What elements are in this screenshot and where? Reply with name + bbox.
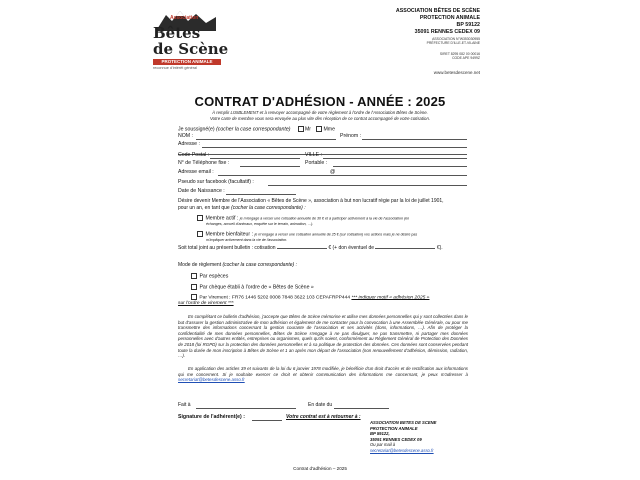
nom-label: NOM : <box>178 133 193 139</box>
rgpd-email-link[interactable]: secretariat@betesdescene.asso.fr <box>178 377 245 383</box>
logo-tagline: reconnue d'intérêt général <box>153 66 197 70</box>
reglement-hint: (cocher la case correspondante) : <box>222 262 297 268</box>
website-link[interactable]: www.betesdescene.net <box>433 70 480 75</box>
membre-intro-2-text: pour un an, en tant que <box>178 205 230 211</box>
especes-row <box>190 273 228 280</box>
total-mid: € (+ don éventuel de <box>328 245 375 251</box>
prenom-label: Prénom : <box>340 133 362 139</box>
membre-bienfaiteur-checkbox[interactable] <box>197 231 203 237</box>
email-label: Adresse email : <box>178 169 214 175</box>
tel-field[interactable] <box>240 166 300 167</box>
return-addr5: Ou par mail à <box>370 442 396 448</box>
cheque-label: Par chèque établi à l'ordre de « Bêtes de Scène » <box>199 284 314 291</box>
membre-actif-text2: échanges, accueil d'animaux, enquête sur le terrain, animation, …). <box>206 222 314 226</box>
membre-actif-label: Membre actif : <box>205 215 239 222</box>
fait-field[interactable] <box>196 408 296 409</box>
virement-note2 <box>178 300 234 307</box>
rgpd-paragraph-2 <box>178 366 468 383</box>
cp-label: Code Postal : <box>178 152 210 158</box>
fait-label: Fait à <box>178 402 191 408</box>
portable-label: Portable : <box>305 160 328 166</box>
rgpd-p1-text: En complétant ce bulletin d'adhésion, j'accepte que Bêtes de Scène mémorise et utilise mes données personnelles qui y sont collectées dans le but d'assurer la gestion administrative de mon adhésion et également de me contacter pour la convocation à une Assemblée Générale, ou pour me transmettre des informations concernant la gestion courante de l'association et ses activités (dons, informations, …). Afin de protéger la confidentialité de mes données personnelles, Bêtes de Scène s'engage à ne pas divulguer, ne pas transmettre, ni partager mes données personnelles avec d'autres entités, entreprises ou organismes, quels qu'ils soient, conformément au Règlement Général de Protection des Données de 2018 (loi RGPD) sur la protection des données personnelles et à sa politique de protection des données. Ces données sont conservées pendant toute la durée de mon inscription à Bêtes de Scène et 1 an après mon départ de l'association (non renouvellement d'adhésion, démission, radiation, …). <box>178 314 468 359</box>
cp-field[interactable] <box>210 158 300 159</box>
rgpd-p2-text: En application des articles 39 et suivants de la loi du 6 janvier 1978 modifiée, je bénéficie d'un droit d'accès et de rectification aux informations qui me concernent. Si je souhaite exercer ce droit et obtenir communication des informations me concernant, je peux m'adresser à <box>178 366 468 377</box>
header-small2: PRÉFECTURE D'ILLE-ET-VILAINE <box>426 41 480 46</box>
adresse-field[interactable] <box>202 147 467 148</box>
portable-field[interactable] <box>333 166 467 167</box>
especes-checkbox[interactable] <box>191 273 197 279</box>
renvoi-label: Votre contrat est à retourner à : <box>286 414 361 420</box>
signature-field[interactable] <box>252 420 282 421</box>
intro-line1: À remplir LISIBLEMENT et à renvoyer accompagné de votre règlement à l'ordre de l'Association Bêtes de Scène. <box>212 110 428 115</box>
cotisation-field[interactable] <box>277 248 327 249</box>
logo-assoc-word: Association <box>170 15 199 21</box>
return-addr2: PROTECTION ANIMALE <box>370 425 418 431</box>
return-addr3: BP 59122, <box>370 431 390 437</box>
header-line1: ASSOCIATION BÊTES DE SCÈNE <box>395 8 480 14</box>
adresse-label: Adresse : <box>178 141 200 147</box>
membre-actif-checkbox[interactable] <box>197 215 203 221</box>
logo-name-line2: de Scène <box>153 40 229 58</box>
intro-line2: Votre carte de membre vous sera envoyée au plus vite dès réception de ce contrat accompagné de votre cotisation. <box>209 116 431 121</box>
membre-bienfaiteur-label: Membre bienfaiteur : <box>205 231 254 238</box>
page-title: CONTRAT D'ADHÉSION - ANNÉE : 2025 <box>194 94 446 109</box>
header-line3: BP 59122 <box>456 22 480 28</box>
total-label: Soit total joint au présent bulletin : cotisation <box>178 245 276 251</box>
date-field[interactable] <box>334 408 389 409</box>
facebook-field[interactable] <box>268 185 467 186</box>
membre-bienfaiteur-text2: m'impliquer activement dans la vie de l'association. <box>206 238 288 242</box>
intro-text <box>0 110 640 122</box>
ville-label: VILLE : <box>305 152 323 158</box>
nom-field[interactable] <box>196 139 336 140</box>
cheque-row <box>190 284 314 291</box>
mr-checkbox[interactable] <box>298 126 304 132</box>
email-at: @ <box>330 169 336 175</box>
prenom-field[interactable] <box>362 139 467 140</box>
membre-intro-2 <box>178 205 306 212</box>
reglement-row <box>178 262 297 269</box>
rgpd-paragraph-1 <box>178 314 468 359</box>
return-email-link[interactable]: secretariat@betesdescene.asso.fr <box>370 447 434 453</box>
date-label: En date du <box>308 402 333 408</box>
facebook-label: Pseudo sur facebook (facultatif) : <box>178 179 254 185</box>
total-row <box>178 245 443 252</box>
mme-label: Mme <box>323 126 335 133</box>
header-address <box>396 8 480 36</box>
logo-name-line1: Bêtes <box>153 24 201 42</box>
cheque-checkbox[interactable] <box>191 284 197 290</box>
tel-label: N° de Téléphone fixe : <box>178 160 230 166</box>
return-address <box>370 420 436 454</box>
return-addr1: ASSOCIATION BETES DE SCENE <box>370 420 437 425</box>
header-small4: CODE APE 9499Z <box>452 56 480 61</box>
membre-intro-hint: (cocher la case correspondante) : <box>231 205 306 211</box>
virement-note2-text: sur l'ordre de virement *** <box>178 301 234 306</box>
virement-note: *** indiquer motif « adhésion 2025 » <box>351 295 430 301</box>
page-footer: Contrat d'adhésion – 2025 <box>293 466 347 471</box>
gender-hint: (cocher la case correspondante) <box>216 126 291 133</box>
adresse-field-2[interactable] <box>178 154 467 155</box>
virement-label: Par Virement : FR76 1446 5202 0008 7848 3622 103 CEPAFRPP444 <box>199 295 351 301</box>
membre-actif-text1: je m'engage à verser une cotisation annuelle de 30 € et à participer activement à la vie de l'association (en <box>239 216 410 221</box>
membre-bienfaiteur-text1: je m'engage à verser une cotisation annuelle de 25 € (sur cotisation) vos actions mais je ne désire pas <box>254 232 418 237</box>
gender-label: Je soussigné(e) <box>178 126 215 133</box>
header-small1: ASSOCIATION N°W353030955 <box>432 37 480 41</box>
ville-field[interactable] <box>323 158 467 159</box>
header-small3: SIRET 8295 082 00 00016 <box>439 51 480 56</box>
return-addr4: 35091 RENNES CEDEX 09 <box>370 436 422 442</box>
don-field[interactable] <box>375 248 435 249</box>
association-logo <box>150 9 229 71</box>
logo-band: PROTECTION ANIMALE <box>153 59 221 65</box>
total-end: €). <box>436 245 443 251</box>
membre-intro-1: Désire devenir Membre de l'Association « Bêtes de Scène », association à but non lucratif régie par la loi de juillet 1901, <box>178 198 444 204</box>
mme-checkbox[interactable] <box>316 126 322 132</box>
signature-label: Signature de l'adhérent(e) : <box>178 414 245 420</box>
email-field[interactable] <box>218 175 467 176</box>
naissance-label: Date de Naissance : <box>178 188 225 194</box>
reglement-label: Mode de règlement <box>178 262 222 268</box>
header-line2: PROTECTION ANIMALE <box>419 15 480 21</box>
mr-label: Mr <box>304 126 311 133</box>
gender-row <box>178 126 335 133</box>
header-registration <box>427 37 480 61</box>
especes-label: Par espèces <box>199 273 229 280</box>
naissance-field[interactable] <box>226 194 296 195</box>
header-line4: 35091 RENNES CEDEX 09 <box>414 29 480 35</box>
